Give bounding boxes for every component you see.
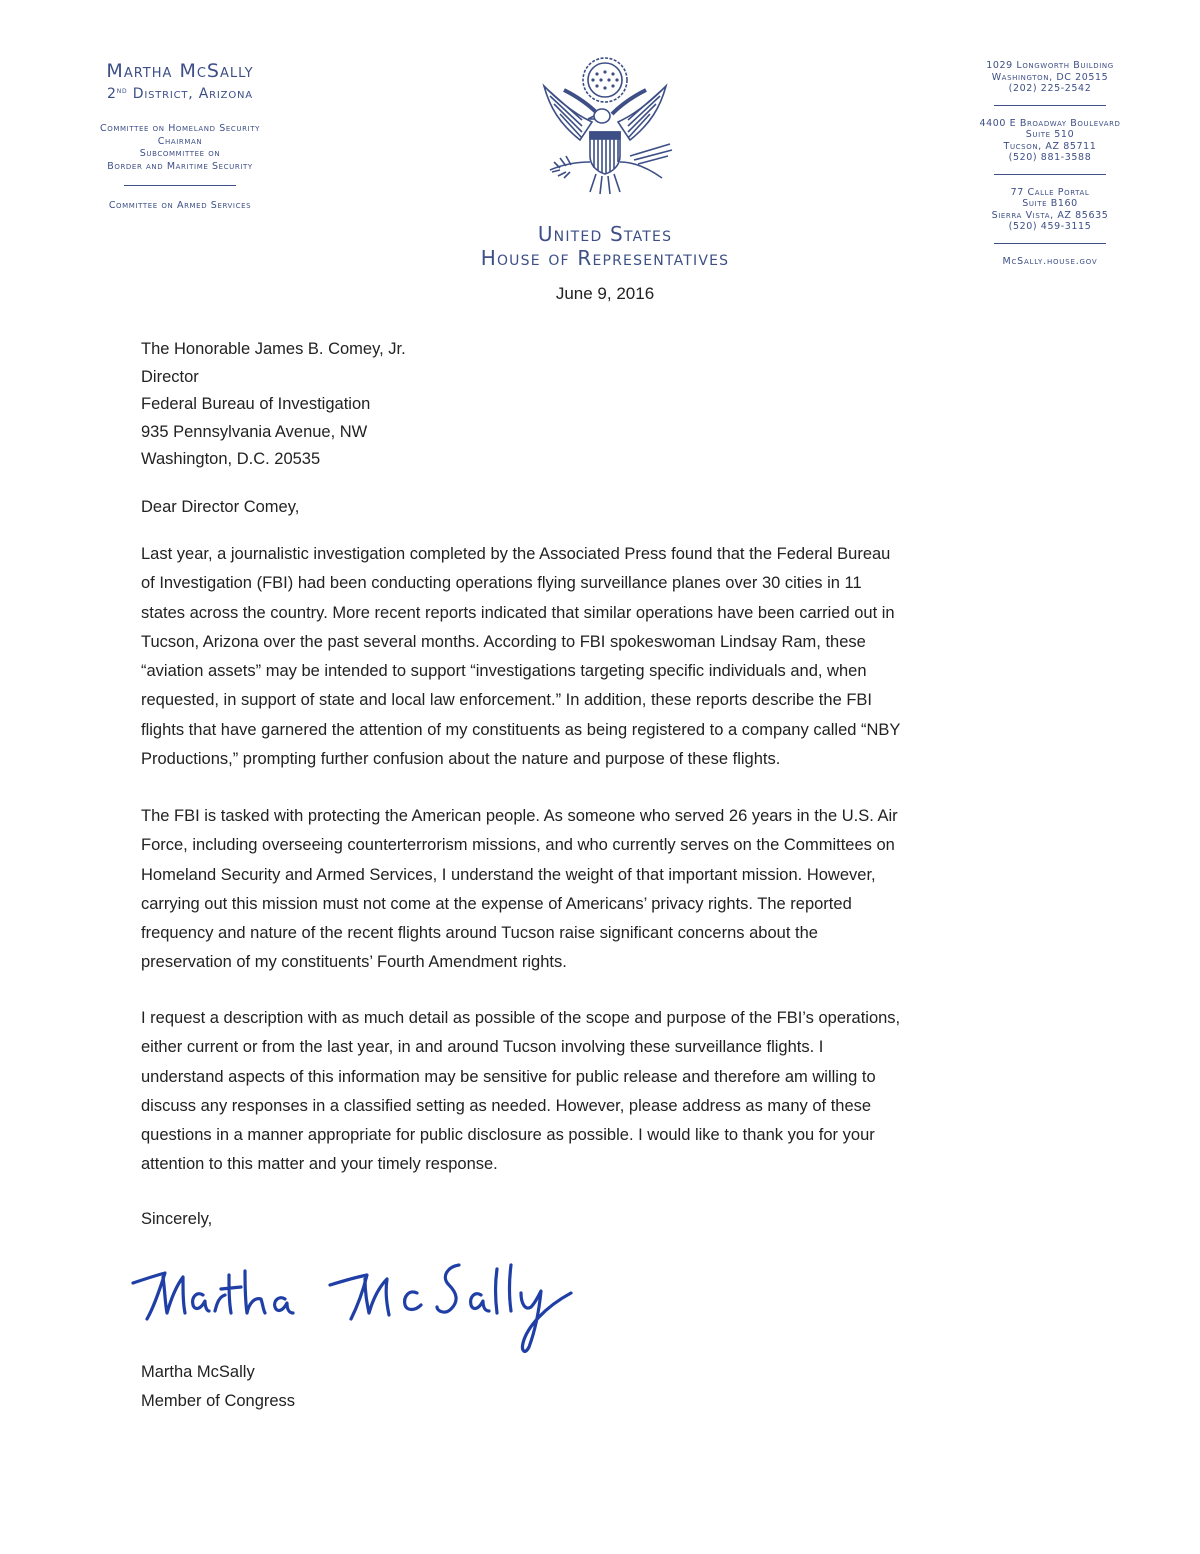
district-ordinal: 2 (107, 86, 117, 102)
house-title (400, 222, 810, 270)
text-line: either current or from the last year, in and around Tucson involving these surveillance flights. I (141, 1038, 824, 1057)
text-line: states across the country. More recent reports indicated that similar operations have been carried out in (141, 603, 895, 622)
recipient-line: Washington, D.C. 20535 (141, 450, 321, 468)
office-phone: (520) 459-3115 (1008, 221, 1092, 232)
paragraph-2 (141, 802, 1061, 978)
text-line: flights that have garnered the attention of my constituents as being registered to a company called “NBY (141, 720, 901, 739)
recipient-line: Director (141, 367, 199, 386)
role-chairman: Chairman (157, 135, 203, 147)
letterhead-left (40, 60, 320, 213)
text-line: Force, including overseeing counterterrorism missions, and who currently serves on the Committees on (141, 836, 895, 855)
handwritten-signature (125, 1255, 575, 1360)
divider (994, 105, 1106, 106)
great-seal-eagle-icon (530, 52, 680, 202)
recipient-line: Federal Bureau of Investigation (141, 395, 371, 413)
text-line: requested, in support of state and local law enforcement.” In addition, these reports describe the FBI (141, 691, 872, 710)
office-line: Suite B160 (1022, 198, 1078, 209)
recipient-line: 935 Pennsylvania Avenue, NW (141, 422, 368, 441)
office-line: 77 Calle Portal (1010, 186, 1090, 198)
text-line: attention to this matter and your timely response. (141, 1155, 498, 1174)
signer-title: Member of Congress (141, 1392, 296, 1410)
committee-homeland-security: Committee on Homeland Security (100, 123, 260, 134)
signature-block (141, 1358, 295, 1416)
office-tucson (945, 118, 1155, 164)
text-line: Last year, a journalistic investigation completed by the Associated Press found that the Federal Bureau (141, 545, 891, 563)
member-district (40, 82, 320, 103)
district-name: District, Arizona (127, 86, 253, 102)
website: McSally.house.gov (1002, 255, 1098, 267)
role-subcommittee-name: Border and Maritime Security (107, 160, 253, 172)
recipient-line: The Honorable James B. Comey, Jr. (141, 340, 406, 358)
salutation: Dear Director Comey, (141, 498, 300, 516)
letter-date: June 9, 2016 (555, 284, 655, 303)
office-line: 4400 E Broadway Boulevard (979, 117, 1121, 129)
text-line: Productions,” prompting further confusion about the nature and purpose of these flights. (141, 750, 781, 769)
office-washington (945, 60, 1155, 95)
text-line: discuss any responses in a classified setting as needed. However, please address as many of these (141, 1096, 872, 1115)
text-line: Homeland Security and Armed Services, I understand the weight of that important mission. However, (141, 865, 876, 884)
text-line: understand aspects of this information may be sensitive for public release and therefore am willing to (141, 1067, 876, 1086)
paragraph-3 (141, 1004, 1061, 1180)
district-ordinal-suffix: nd (116, 86, 128, 95)
divider (994, 243, 1106, 244)
text-line: questions in a manner appropriate for public disclosure as possible. I would like to thank you for your (141, 1126, 875, 1145)
divider (124, 185, 236, 186)
text-line: frequency and nature of the recent flights around Tucson raise significant concerns about the (141, 924, 818, 943)
role-subcommittee: Subcommittee on (139, 148, 221, 159)
office-line: Sierra Vista, AZ 85635 (991, 209, 1109, 221)
recipient-address (141, 336, 406, 474)
committee-armed-services: Committee on Armed Services (108, 200, 252, 211)
text-line: carrying out this mission must not come at the expense of Americans’ privacy rights. The reported (141, 894, 852, 913)
office-line: Tucson, AZ 85711 (1003, 140, 1097, 152)
house-title-line1: United States (537, 222, 673, 246)
office-phone: (520) 881-3588 (1008, 152, 1092, 163)
text-line: of Investigation (FBI) had been conducting operations flying surveillance planes over 30 cities in 11 (141, 574, 862, 593)
signer-name: Martha McSally (141, 1363, 255, 1381)
text-line: Tucson, Arizona over the past several months. According to FBI spokeswoman Lindsay Ram, these (141, 632, 866, 651)
letterhead-right (945, 60, 1155, 267)
office-phone: (202) 225-2542 (1008, 83, 1092, 94)
divider (994, 174, 1106, 175)
member-name: Martha McSally (106, 60, 254, 82)
text-line: preservation of my constituents’ Fourth Amendment rights. (141, 953, 567, 972)
paragraph-1 (141, 540, 1061, 774)
text-line: “aviation assets” may be intended to support “investigations targeting specific individuals and, when (141, 662, 867, 681)
closing: Sincerely, (141, 1210, 213, 1228)
office-line: 1029 Longworth Building (986, 60, 1114, 71)
house-title-line2: House of Representatives (480, 246, 730, 270)
office-line: Suite 510 (1025, 129, 1075, 140)
office-line: Washington, DC 20515 (991, 71, 1109, 83)
office-sierra-vista (945, 187, 1155, 233)
text-line: I request a description with as much detail as possible of the scope and purpose of the FBI’s operations, (141, 1009, 901, 1027)
text-line: The FBI is tasked with protecting the American people. As someone who served 26 years in the U.S. Air (141, 807, 898, 825)
